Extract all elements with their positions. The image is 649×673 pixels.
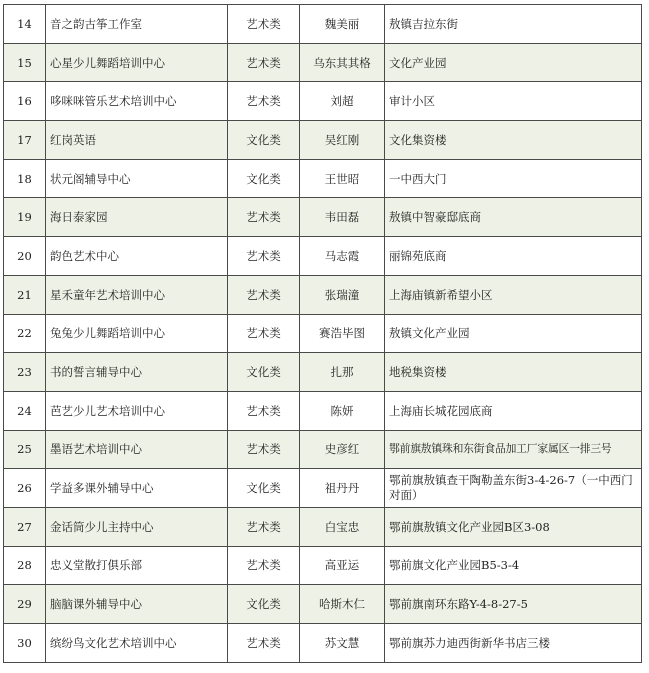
row-number: 25 [4,430,46,469]
table-row [4,585,642,624]
institution-address: 鄂前旗敖镇文化产业园B区3-08 [385,507,642,546]
institution-address: 丽锦苑底商 [385,237,642,276]
row-number: 27 [4,507,46,546]
institution-address: 鄂前旗敖镇珠和东街食品加工厂家属区一排三号 [385,430,642,469]
institution-address: 鄂前旗敖镇查干陶勒盖东街3-4-26-7（一中西门对面） [385,469,642,508]
institution-address: 上海庙长城花园底商 [385,391,642,430]
institution-address: 文化产业园 [385,43,642,82]
institution-category: 艺术类 [228,546,300,585]
row-number: 30 [4,624,46,663]
row-number: 21 [4,275,46,314]
institution-address: 一中西大门 [385,159,642,198]
institution-name: 金话筒少儿主持中心 [46,507,228,546]
responsible-person: 刘超 [300,82,385,121]
responsible-person: 吴红刚 [300,121,385,160]
institution-category: 文化类 [228,585,300,624]
responsible-person: 高亚运 [300,546,385,585]
institution-address: 鄂前旗南环东路Y-4-8-27-5 [385,585,642,624]
responsible-person: 祖丹丹 [300,469,385,508]
table-row [4,391,642,430]
responsible-person: 魏美丽 [300,5,385,44]
row-number: 20 [4,237,46,276]
institution-name: 音之韵古筝工作室 [46,5,228,44]
responsible-person: 王世昭 [300,159,385,198]
row-number: 26 [4,469,46,508]
table-row [4,507,642,546]
row-number: 18 [4,159,46,198]
institution-category: 文化类 [228,353,300,392]
institution-table [3,4,642,663]
institution-name: 忠义堂散打俱乐部 [46,546,228,585]
institution-name: 缤纷鸟文化艺术培训中心 [46,624,228,663]
institution-name: 墨语艺术培训中心 [46,430,228,469]
institution-name: 学益多课外辅导中心 [46,469,228,508]
row-number: 17 [4,121,46,160]
institution-name: 韵色艺术中心 [46,237,228,276]
table-row [4,314,642,353]
institution-category: 文化类 [228,121,300,160]
institution-category: 艺术类 [228,5,300,44]
institution-name: 海日泰家园 [46,198,228,237]
responsible-person: 哈斯木仁 [300,585,385,624]
institution-name: 哆咪咪管乐艺术培训中心 [46,82,228,121]
institution-category: 艺术类 [228,43,300,82]
row-number: 28 [4,546,46,585]
institution-address: 上海庙镇新希望小区 [385,275,642,314]
table-row [4,469,642,508]
responsible-person: 乌东其其格 [300,43,385,82]
table-row [4,430,642,469]
institution-name: 芭艺少儿艺术培训中心 [46,391,228,430]
institution-category: 艺术类 [228,624,300,663]
row-number: 15 [4,43,46,82]
institution-category: 艺术类 [228,314,300,353]
row-number: 24 [4,391,46,430]
institution-address: 敖镇吉拉东街 [385,5,642,44]
row-number: 29 [4,585,46,624]
institution-address: 鄂前旗苏力迪西街新华书店三楼 [385,624,642,663]
responsible-person: 陈妍 [300,391,385,430]
row-number: 16 [4,82,46,121]
row-number: 19 [4,198,46,237]
institution-category: 艺术类 [228,275,300,314]
institution-address: 文化集资楼 [385,121,642,160]
table-row [4,5,642,44]
institution-category: 艺术类 [228,198,300,237]
institution-category: 艺术类 [228,391,300,430]
responsible-person: 白宝忠 [300,507,385,546]
institution-address: 地税集资楼 [385,353,642,392]
institution-table-body [4,5,642,663]
institution-address: 敖镇中智豪邸底商 [385,198,642,237]
row-number: 22 [4,314,46,353]
row-number: 14 [4,5,46,44]
table-row [4,624,642,663]
row-number: 23 [4,353,46,392]
institution-name: 兔兔少儿舞蹈培训中心 [46,314,228,353]
institution-name: 脑脑课外辅导中心 [46,585,228,624]
responsible-person: 张瑞潼 [300,275,385,314]
table-row [4,198,642,237]
institution-category: 艺术类 [228,82,300,121]
responsible-person: 韦田磊 [300,198,385,237]
table-row [4,121,642,160]
institution-category: 艺术类 [228,507,300,546]
institution-name: 书的誓言辅导中心 [46,353,228,392]
institution-name: 红岗英语 [46,121,228,160]
responsible-person: 扎那 [300,353,385,392]
institution-name: 状元阁辅导中心 [46,159,228,198]
table-row [4,82,642,121]
table-row [4,275,642,314]
institution-name: 星禾童年艺术培训中心 [46,275,228,314]
responsible-person: 苏文慧 [300,624,385,663]
institution-category: 文化类 [228,469,300,508]
institution-name: 心星少儿舞蹈培训中心 [46,43,228,82]
responsible-person: 史彦红 [300,430,385,469]
table-row [4,159,642,198]
table-row [4,353,642,392]
institution-category: 文化类 [228,159,300,198]
institution-category: 艺术类 [228,237,300,276]
institution-address: 审计小区 [385,82,642,121]
institution-address: 敖镇文化产业园 [385,314,642,353]
table-row [4,546,642,585]
institution-category: 艺术类 [228,430,300,469]
table-row [4,43,642,82]
responsible-person: 赛浩毕图 [300,314,385,353]
institution-address: 鄂前旗文化产业园B5-3-4 [385,546,642,585]
responsible-person: 马志霞 [300,237,385,276]
table-row [4,237,642,276]
